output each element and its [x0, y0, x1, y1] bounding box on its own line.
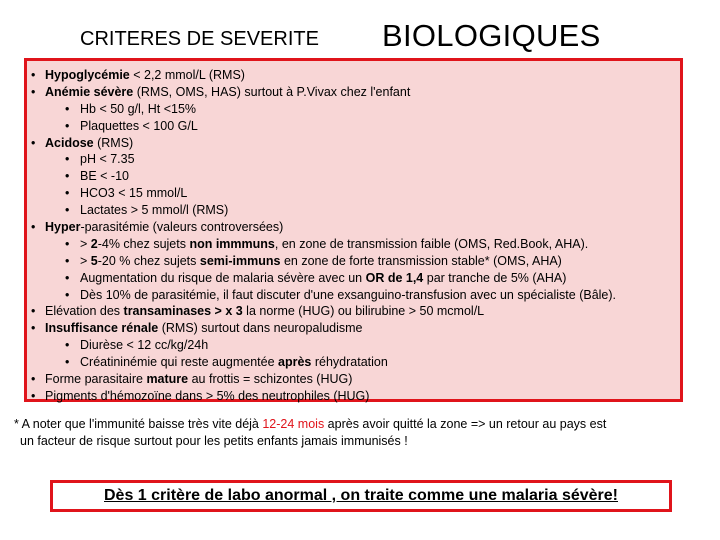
- criterion-subitem: [27, 337, 680, 354]
- criterion-text-segment: BE < -10: [80, 169, 129, 184]
- criterion-subitem: [27, 270, 680, 287]
- bullet-icon: •: [65, 152, 70, 167]
- criterion-subitem: [27, 253, 680, 270]
- criterion-text-bold: après: [278, 355, 312, 370]
- criterion-text-segment: Diurèse < 12 cc/kg/24h: [80, 338, 209, 353]
- bullet-icon: •: [31, 321, 36, 336]
- criterion-text-bold: Hypoglycémie: [45, 68, 130, 82]
- criterion-subitem: [27, 354, 680, 371]
- criterion-text: [80, 337, 208, 354]
- note-line1-highlight: 12-24 mois: [262, 417, 325, 431]
- criterion-text-segment: la norme (HUG) ou bilirubine > 50 mcmol/L: [242, 304, 485, 319]
- criterion-text-segment: < 2,2 mmol/L (RMS): [129, 68, 245, 82]
- criterion-text-bold: non immmuns: [189, 236, 275, 251]
- criterion-subitem: [27, 287, 680, 304]
- criterion-text-segment: Forme parasitaire: [45, 372, 147, 387]
- criterion-text-bold: Anémie sévère: [45, 84, 134, 99]
- slide-title: [80, 14, 720, 56]
- title-part-biologiques: BIOLOGIQUES: [382, 18, 601, 53]
- criterion-text-segment: -4% chez sujets: [97, 236, 190, 251]
- criterion-text: [80, 118, 198, 135]
- criterion-text: [45, 135, 133, 152]
- bullet-icon: •: [65, 287, 70, 302]
- criterion-text: [80, 185, 187, 202]
- criterion-text-segment: Pigments d'hémozoïne dans > 5% des neutrophiles (HUG): [45, 388, 370, 403]
- bullet-icon: •: [65, 118, 70, 133]
- criterion-text-segment: , en zone de transmission faible (OMS, Red.Book, AHA).: [274, 236, 589, 251]
- immunity-note: [14, 416, 704, 450]
- criterion-text-segment: Hb < 50 g/l, Ht <15%: [80, 101, 197, 116]
- bullet-icon: •: [31, 388, 36, 403]
- criterion-text-segment: (RMS): [93, 135, 134, 150]
- note-line2: un facteur de risque surtout pour les petits enfants jamais immunisés !: [20, 434, 408, 448]
- criterion-item: [27, 303, 680, 320]
- criterion-text: [80, 101, 196, 118]
- bullet-icon: •: [31, 304, 36, 319]
- title-part-criteres: CRITERES DE SEVERITE: [80, 28, 319, 50]
- bullet-icon: •: [65, 253, 70, 268]
- criterion-text-segment: pH < 7.35: [80, 152, 135, 167]
- criterion-text-segment: réhydratation: [311, 355, 388, 370]
- criterion-text: [80, 151, 135, 168]
- criterion-subitem: [27, 118, 680, 135]
- criterion-text: [45, 388, 369, 405]
- criterion-text-segment: Elévation des: [45, 304, 124, 319]
- criterion-text-segment: >: [80, 236, 91, 251]
- conclusion-banner: [50, 480, 672, 512]
- criterion-text-bold: mature: [146, 372, 189, 387]
- criterion-text-bold: Acidose: [45, 135, 94, 150]
- criterion-text-segment: par tranche de 5% (AHA): [423, 270, 567, 285]
- criterion-subitem: [27, 101, 680, 118]
- criterion-text-segment: Lactates > 5 mmol/l (RMS): [80, 203, 229, 218]
- criterion-text: [45, 219, 283, 236]
- criterion-text-bold: OR de 1,4: [365, 270, 424, 285]
- criterion-item: [27, 84, 680, 101]
- criterion-text-bold: transaminases > x 3: [123, 304, 243, 319]
- criterion-text: [45, 371, 352, 388]
- criterion-text: [45, 67, 245, 84]
- criterion-text-segment: Plaquettes < 100 G/L: [80, 118, 198, 133]
- criterion-subitem: [27, 236, 680, 253]
- criterion-text-segment: Augmentation du risque de malaria sévère avec un: [80, 270, 366, 285]
- criterion-item: [27, 371, 680, 388]
- criterion-text-segment: au frottis = schizontes (HUG): [188, 372, 353, 387]
- criterion-item: [27, 320, 680, 337]
- criterion-text: [45, 84, 410, 101]
- criterion-subitem: [27, 151, 680, 168]
- conclusion-text: Dès 1 critère de labo anormal , on traite comme une malaria sévère!: [104, 487, 618, 504]
- criterion-subitem: [27, 168, 680, 185]
- bullet-icon: •: [65, 101, 70, 116]
- bullet-icon: •: [65, 169, 70, 184]
- criterion-text-segment: -parasitémie (valeurs controversées): [80, 220, 284, 235]
- criterion-text-segment: Créatininémie qui reste augmentée: [80, 355, 279, 370]
- bullet-icon: •: [31, 68, 36, 82]
- bullet-icon: •: [65, 270, 70, 285]
- criterion-text-bold: Insuffisance rénale: [45, 321, 159, 336]
- criterion-subitem: [27, 185, 680, 202]
- criteria-list: [27, 67, 680, 405]
- bullet-icon: •: [65, 338, 70, 353]
- criterion-text: [80, 202, 228, 219]
- criterion-item: [27, 219, 680, 236]
- criterion-text-bold: semi-immuns: [199, 253, 281, 268]
- criterion-item: [27, 67, 680, 84]
- criterion-item: [27, 135, 680, 152]
- criterion-text: [80, 253, 562, 270]
- note-line1-before: * A noter que l'immunité baisse très vite déjà: [14, 417, 263, 431]
- criterion-text: [45, 320, 363, 337]
- criterion-text-segment: (RMS, OMS, HAS) surtout à P.Vivax chez l'enfant: [133, 84, 411, 99]
- criterion-text: [80, 287, 616, 304]
- criterion-text-bold: 5: [90, 253, 98, 268]
- criterion-item: [27, 388, 680, 405]
- criterion-text-segment: Dès 10% de parasitémie, il faut discuter d'une exsanguino-transfusion avec un spécialiste (Bâle).: [80, 287, 617, 302]
- criterion-text: [80, 168, 129, 185]
- criterion-text-segment: en zone de forte transmission stable* (OMS, AHA): [280, 253, 562, 268]
- bullet-icon: •: [65, 203, 70, 218]
- criterion-text: [45, 303, 484, 320]
- criterion-text: [80, 270, 566, 287]
- criterion-text-segment: >: [80, 253, 91, 268]
- bullet-icon: •: [31, 372, 36, 387]
- criterion-subitem: [27, 202, 680, 219]
- bullet-icon: •: [65, 355, 70, 370]
- bullet-icon: •: [31, 220, 36, 235]
- bullet-icon: •: [31, 135, 36, 150]
- criterion-text-bold: Hyper: [45, 220, 81, 235]
- bullet-icon: •: [65, 236, 70, 251]
- criterion-text-bold: 2: [90, 236, 98, 251]
- criterion-text: [80, 236, 588, 253]
- criterion-text-segment: (RMS) surtout dans neuropaludisme: [158, 321, 363, 336]
- bullet-icon: •: [65, 186, 70, 201]
- criterion-text-segment: -20 % chez sujets: [97, 253, 200, 268]
- bullet-icon: •: [31, 84, 36, 99]
- note-line1-after: après avoir quitté la zone => un retour au pays est: [324, 417, 607, 431]
- criteria-box: [24, 58, 683, 402]
- criterion-text-segment: HCO3 < 15 mmol/L: [80, 186, 188, 201]
- criterion-text: [80, 354, 388, 371]
